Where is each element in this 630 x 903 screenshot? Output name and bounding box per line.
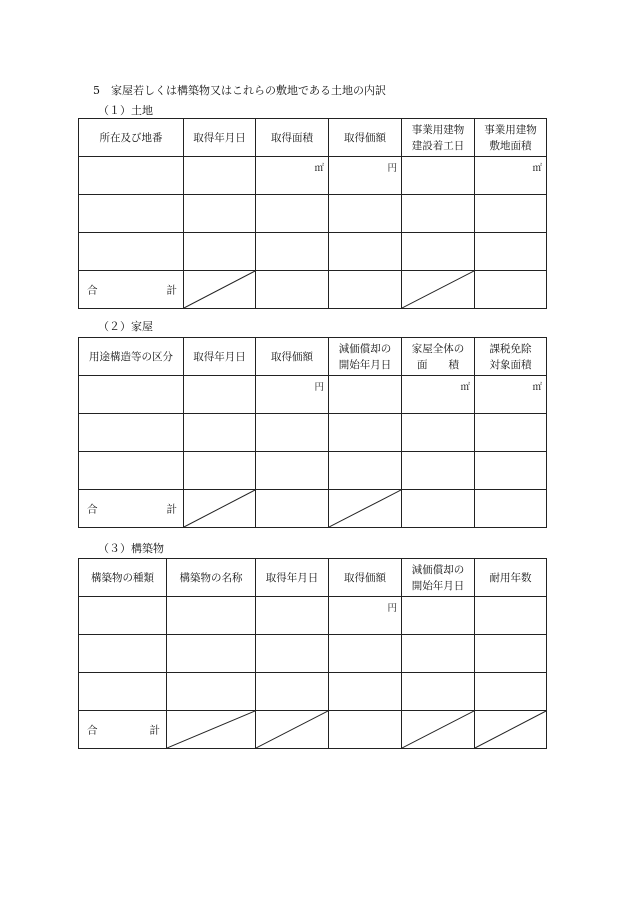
house-total-row: [79, 490, 547, 528]
diagonal-cell: [184, 490, 256, 528]
total-label-left: 合: [87, 724, 98, 736]
structure-cell[interactable]: [329, 673, 402, 711]
land-cell[interactable]: [79, 195, 184, 233]
house-total-cell[interactable]: [256, 490, 329, 528]
structure-cell[interactable]: [256, 597, 329, 635]
structure-cell[interactable]: [475, 673, 547, 711]
total-label-left: 合: [87, 284, 98, 296]
structure-cell[interactable]: [402, 673, 475, 711]
house-header-row: [79, 338, 547, 376]
structure-cell[interactable]: [475, 635, 547, 673]
house-total-cell[interactable]: [475, 490, 547, 528]
total-label-cell: [79, 711, 167, 749]
unit-label: 円: [314, 382, 324, 393]
land-total-cell[interactable]: [475, 271, 547, 309]
house-cell[interactable]: [256, 376, 329, 414]
land-row: [79, 233, 547, 271]
structure-title: （３）構築物: [98, 542, 164, 555]
structure-cell[interactable]: [167, 635, 256, 673]
house-header-usage: 用途構造等の区分: [79, 338, 184, 376]
house-cell[interactable]: [329, 376, 402, 414]
land-header-site-area: 事業用建物 敷地面積: [475, 119, 547, 157]
land-cell[interactable]: [329, 157, 402, 195]
land-total-cell[interactable]: [329, 271, 402, 309]
unit-label: 円: [387, 603, 397, 614]
house-cell[interactable]: [402, 376, 475, 414]
total-label-right: 計: [149, 724, 160, 736]
land-cell[interactable]: [184, 233, 256, 271]
structure-total-cell[interactable]: [329, 711, 402, 749]
land-header-construction-start: 事業用建物 建設着工日: [402, 119, 475, 157]
structure-header-acq-price: 取得価額: [329, 559, 402, 597]
house-cell[interactable]: [79, 452, 184, 490]
house-cell[interactable]: [329, 414, 402, 452]
house-cell[interactable]: [402, 414, 475, 452]
house-cell[interactable]: [256, 414, 329, 452]
land-cell[interactable]: [329, 195, 402, 233]
total-label-right: 計: [166, 503, 177, 515]
unit-label: ㎡: [314, 163, 324, 174]
land-cell[interactable]: [402, 157, 475, 195]
structure-cell[interactable]: [329, 635, 402, 673]
house-cell[interactable]: [475, 414, 547, 452]
land-header-acq-price: 取得価額: [329, 119, 402, 157]
land-cell[interactable]: [184, 157, 256, 195]
land-table: [78, 118, 547, 309]
land-total-row: [79, 271, 547, 309]
house-total-cell[interactable]: [402, 490, 475, 528]
house-header-total-area: 家屋全体の 面 積: [402, 338, 475, 376]
structure-header-type: 構築物の種類: [79, 559, 167, 597]
unit-label: ㎡: [532, 163, 542, 174]
unit-label: ㎡: [532, 382, 542, 393]
structure-cell[interactable]: [475, 597, 547, 635]
house-header-depr-start: 減価償却の 開始年月日: [329, 338, 402, 376]
land-header-acq-area: 取得面積: [256, 119, 329, 157]
diagonal-cell: [402, 271, 475, 309]
structure-row: [79, 635, 547, 673]
house-cell[interactable]: [402, 452, 475, 490]
diagonal-cell: [475, 711, 547, 749]
house-table: [78, 337, 547, 528]
structure-cell[interactable]: [256, 673, 329, 711]
land-title: （１）土地: [98, 104, 153, 117]
land-row: [79, 195, 547, 233]
land-cell[interactable]: [402, 233, 475, 271]
diagonal-cell: [256, 711, 329, 749]
house-header-exempt-area: 課税免除 対象面積: [475, 338, 547, 376]
land-cell[interactable]: [79, 233, 184, 271]
land-cell[interactable]: [256, 195, 329, 233]
structure-row: [79, 673, 547, 711]
diagonal-cell: [167, 711, 256, 749]
land-cell[interactable]: [475, 157, 547, 195]
structure-table: [78, 558, 547, 749]
land-header-location: 所在及び地番: [79, 119, 184, 157]
structure-cell[interactable]: [329, 597, 402, 635]
structure-header-name: 構築物の名称: [167, 559, 256, 597]
house-header-acq-price: 取得価額: [256, 338, 329, 376]
total-label-cell: [79, 490, 184, 528]
house-cell[interactable]: [184, 414, 256, 452]
structure-header-useful-life: 耐用年数: [475, 559, 547, 597]
structure-cell[interactable]: [79, 673, 167, 711]
house-cell[interactable]: [256, 452, 329, 490]
land-cell[interactable]: [79, 157, 184, 195]
structure-cell[interactable]: [402, 597, 475, 635]
house-row: [79, 414, 547, 452]
land-cell[interactable]: [402, 195, 475, 233]
house-row: [79, 376, 547, 414]
total-label-left: 合: [87, 503, 98, 515]
structure-total-row: [79, 711, 547, 749]
diagonal-cell: [402, 711, 475, 749]
house-cell[interactable]: [475, 376, 547, 414]
land-row: [79, 157, 547, 195]
house-cell[interactable]: [184, 452, 256, 490]
diagonal-cell: [184, 271, 256, 309]
structure-cell[interactable]: [79, 635, 167, 673]
land-total-cell[interactable]: [256, 271, 329, 309]
house-title: （２）家屋: [98, 320, 153, 333]
structure-cell[interactable]: [167, 597, 256, 635]
diagonal-cell: [329, 490, 402, 528]
unit-label: ㎡: [460, 382, 470, 393]
house-cell[interactable]: [79, 414, 184, 452]
structure-cell[interactable]: [402, 635, 475, 673]
house-cell[interactable]: [79, 376, 184, 414]
house-cell[interactable]: [475, 452, 547, 490]
land-cell[interactable]: [184, 195, 256, 233]
house-row: [79, 452, 547, 490]
house-header-acq-date: 取得年月日: [184, 338, 256, 376]
total-label-right: 計: [166, 284, 177, 296]
structure-header-depr-start: 減価償却の 開始年月日: [402, 559, 475, 597]
land-cell[interactable]: [256, 233, 329, 271]
land-cell[interactable]: [329, 233, 402, 271]
structure-header-row: [79, 559, 547, 597]
land-cell[interactable]: [475, 195, 547, 233]
structure-row: [79, 597, 547, 635]
total-label-cell: [79, 271, 184, 309]
land-header-acq-date: 取得年月日: [184, 119, 256, 157]
land-cell[interactable]: [256, 157, 329, 195]
structure-cell[interactable]: [256, 635, 329, 673]
structure-header-acq-date: 取得年月日: [256, 559, 329, 597]
house-cell[interactable]: [184, 376, 256, 414]
unit-label: 円: [387, 163, 397, 174]
section-title: 5 家屋若しくは構築物又はこれらの敷地である土地の内訳: [93, 84, 386, 97]
land-cell[interactable]: [475, 233, 547, 271]
land-header-row: [79, 119, 547, 157]
house-cell[interactable]: [329, 452, 402, 490]
structure-cell[interactable]: [167, 673, 256, 711]
structure-cell[interactable]: [79, 597, 167, 635]
